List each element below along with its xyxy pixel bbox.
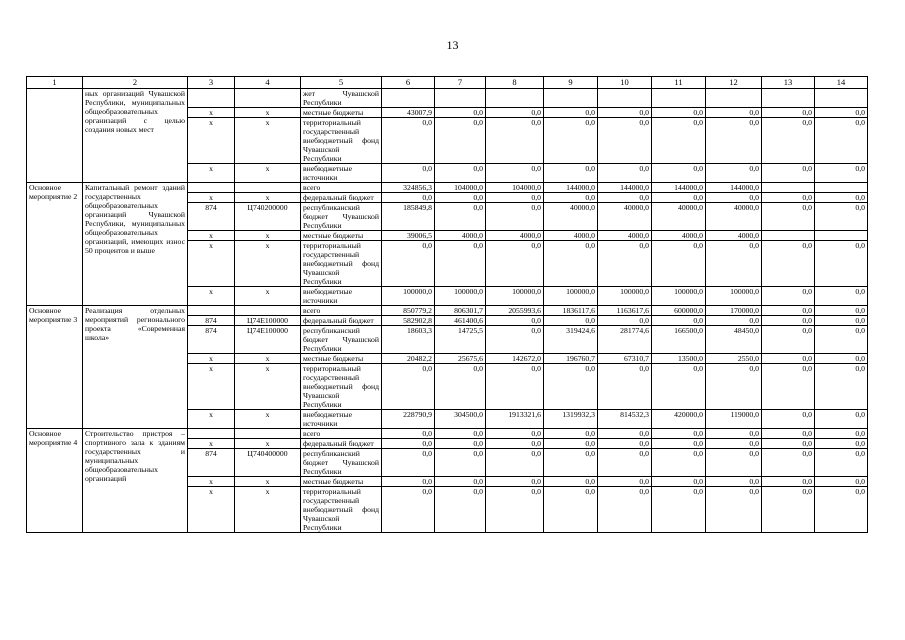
value-cell: 185849,8 bbox=[382, 203, 435, 231]
budget-code-cell: x bbox=[235, 193, 301, 203]
value-cell: 0,0 bbox=[762, 193, 815, 203]
value-cell bbox=[815, 183, 868, 193]
value-cell: 0,0 bbox=[815, 326, 868, 354]
value-cell: 100000,0 bbox=[706, 287, 762, 306]
value-cell: 0,0 bbox=[435, 241, 486, 287]
admin-code-cell: x bbox=[188, 354, 235, 364]
value-cell bbox=[762, 89, 815, 108]
value-cell: 0,0 bbox=[382, 118, 435, 164]
value-cell: 0,0 bbox=[706, 108, 762, 118]
funding-source-cell: всего bbox=[301, 183, 382, 193]
budget-code-cell bbox=[235, 89, 301, 108]
value-cell: 0,0 bbox=[815, 477, 868, 487]
admin-code-cell: x bbox=[188, 193, 235, 203]
value-cell: 0,0 bbox=[382, 193, 435, 203]
value-cell: 40000,0 bbox=[598, 203, 652, 231]
value-cell: 0,0 bbox=[544, 439, 598, 449]
column-number: 1 bbox=[27, 77, 83, 89]
admin-code-cell bbox=[188, 306, 235, 316]
funding-source-cell: местные бюджеты bbox=[301, 108, 382, 118]
value-cell: 0,0 bbox=[598, 118, 652, 164]
budget-code-cell bbox=[235, 429, 301, 439]
value-cell: 0,0 bbox=[435, 203, 486, 231]
value-cell: 324856,3 bbox=[382, 183, 435, 193]
funding-source-cell: республиканский бюджет Чувашской Республики bbox=[301, 326, 382, 354]
value-cell: 0,0 bbox=[762, 164, 815, 183]
value-cell: 2550,0 bbox=[706, 354, 762, 364]
value-cell: 20482,2 bbox=[382, 354, 435, 364]
value-cell: 67310,7 bbox=[598, 354, 652, 364]
value-cell: 0,0 bbox=[435, 429, 486, 439]
value-cell: 0,0 bbox=[544, 364, 598, 410]
value-cell: 0,0 bbox=[706, 193, 762, 203]
value-cell: 1163617,6 bbox=[598, 306, 652, 316]
value-cell: 40000,0 bbox=[544, 203, 598, 231]
column-number: 13 bbox=[762, 77, 815, 89]
value-cell: 0,0 bbox=[762, 439, 815, 449]
column-number: 12 bbox=[706, 77, 762, 89]
value-cell: 228790,9 bbox=[382, 410, 435, 429]
value-cell: 1319932,3 bbox=[544, 410, 598, 429]
value-cell bbox=[652, 89, 706, 108]
value-cell: 0,0 bbox=[486, 487, 544, 533]
value-cell: 0,0 bbox=[706, 449, 762, 477]
value-cell: 4000,0 bbox=[486, 231, 544, 241]
value-cell: 0,0 bbox=[598, 487, 652, 533]
value-cell: 144000,0 bbox=[652, 183, 706, 193]
budget-code-cell: x bbox=[235, 439, 301, 449]
event-title-cell: Реализация отдельных мероприятий регионального проекта «Современная школа» bbox=[83, 306, 188, 429]
value-cell: 850779,2 bbox=[382, 306, 435, 316]
value-cell: 0,0 bbox=[815, 241, 868, 287]
value-cell: 0,0 bbox=[762, 326, 815, 354]
column-number: 10 bbox=[598, 77, 652, 89]
value-cell: 0,0 bbox=[544, 429, 598, 439]
value-cell: 0,0 bbox=[544, 108, 598, 118]
value-cell: 4000,0 bbox=[435, 231, 486, 241]
value-cell: 0,0 bbox=[544, 164, 598, 183]
budget-code-cell: x bbox=[235, 487, 301, 533]
value-cell: 0,0 bbox=[815, 449, 868, 477]
value-cell: 0,0 bbox=[706, 364, 762, 410]
value-cell: 0,0 bbox=[652, 449, 706, 477]
value-cell: 100000,0 bbox=[652, 287, 706, 306]
event-cell: Основное мероприятие 2 bbox=[27, 183, 83, 306]
column-number: 9 bbox=[544, 77, 598, 89]
value-cell: 0,0 bbox=[382, 364, 435, 410]
value-cell: 0,0 bbox=[486, 439, 544, 449]
funding-source-cell: федеральный бюджет bbox=[301, 439, 382, 449]
value-cell: 0,0 bbox=[815, 108, 868, 118]
value-cell: 0,0 bbox=[815, 439, 868, 449]
value-cell: 0,0 bbox=[544, 477, 598, 487]
value-cell: 0,0 bbox=[652, 108, 706, 118]
budget-code-cell: x bbox=[235, 164, 301, 183]
value-cell: 104000,0 bbox=[486, 183, 544, 193]
column-number: 14 bbox=[815, 77, 868, 89]
value-cell: 0,0 bbox=[486, 108, 544, 118]
value-cell: 0,0 bbox=[762, 287, 815, 306]
value-cell: 0,0 bbox=[598, 316, 652, 326]
value-cell: 40000,0 bbox=[706, 203, 762, 231]
admin-code-cell: x bbox=[188, 164, 235, 183]
funding-source-cell: территориальный государственный внебюджетный фонд Чувашской Республики bbox=[301, 487, 382, 533]
value-cell: 0,0 bbox=[706, 164, 762, 183]
value-cell: 0,0 bbox=[706, 316, 762, 326]
funding-source-cell: всего bbox=[301, 306, 382, 316]
value-cell: 0,0 bbox=[382, 164, 435, 183]
value-cell: 0,0 bbox=[486, 364, 544, 410]
budget-code-cell: Ц74Е100000 bbox=[235, 326, 301, 354]
funding-source-cell: местные бюджеты bbox=[301, 477, 382, 487]
value-cell bbox=[544, 89, 598, 108]
value-cell: 0,0 bbox=[598, 108, 652, 118]
value-cell: 0,0 bbox=[762, 410, 815, 429]
event-cell bbox=[27, 89, 83, 183]
value-cell bbox=[762, 183, 815, 193]
admin-code-cell: 874 bbox=[188, 449, 235, 477]
budget-code-cell: x bbox=[235, 241, 301, 287]
funding-source-cell: местные бюджеты bbox=[301, 354, 382, 364]
value-cell: 144000,0 bbox=[706, 183, 762, 193]
value-cell: 0,0 bbox=[486, 203, 544, 231]
value-cell: 144000,0 bbox=[598, 183, 652, 193]
value-cell: 0,0 bbox=[652, 364, 706, 410]
event-cell: Основное мероприятие 4 bbox=[27, 429, 83, 533]
value-cell: 144000,0 bbox=[544, 183, 598, 193]
value-cell: 0,0 bbox=[652, 316, 706, 326]
value-cell: 166500,0 bbox=[652, 326, 706, 354]
admin-code-cell: x bbox=[188, 487, 235, 533]
value-cell: 0,0 bbox=[706, 118, 762, 164]
value-cell: 0,0 bbox=[435, 477, 486, 487]
column-number: 6 bbox=[382, 77, 435, 89]
value-cell: 0,0 bbox=[652, 118, 706, 164]
value-cell: 100000,0 bbox=[435, 287, 486, 306]
value-cell: 0,0 bbox=[706, 487, 762, 533]
value-cell: 0,0 bbox=[598, 164, 652, 183]
admin-code-cell bbox=[188, 89, 235, 108]
admin-code-cell: x bbox=[188, 241, 235, 287]
value-cell: 814532,3 bbox=[598, 410, 652, 429]
funding-source-cell: республиканский бюджет Чувашской Республики bbox=[301, 449, 382, 477]
value-cell: 0,0 bbox=[598, 241, 652, 287]
admin-code-cell: x bbox=[188, 410, 235, 429]
value-cell: 0,0 bbox=[486, 316, 544, 326]
value-cell: 0,0 bbox=[435, 108, 486, 118]
value-cell: 0,0 bbox=[382, 241, 435, 287]
value-cell: 170000,0 bbox=[706, 306, 762, 316]
budget-code-cell: x bbox=[235, 231, 301, 241]
value-cell: 0,0 bbox=[486, 449, 544, 477]
admin-code-cell: x bbox=[188, 231, 235, 241]
column-number: 4 bbox=[235, 77, 301, 89]
value-cell: 0,0 bbox=[762, 108, 815, 118]
value-cell: 0,0 bbox=[652, 429, 706, 439]
event-cell: Основное мероприятие 3 bbox=[27, 306, 83, 429]
budget-code-cell: x bbox=[235, 108, 301, 118]
value-cell: 0,0 bbox=[762, 449, 815, 477]
value-cell bbox=[815, 89, 868, 108]
value-cell: 0,0 bbox=[486, 429, 544, 439]
value-cell: 0,0 bbox=[652, 477, 706, 487]
value-cell: 0,0 bbox=[598, 439, 652, 449]
column-number: 8 bbox=[486, 77, 544, 89]
value-cell: 0,0 bbox=[544, 449, 598, 477]
value-cell: 0,0 bbox=[486, 326, 544, 354]
admin-code-cell bbox=[188, 429, 235, 439]
column-number: 2 bbox=[83, 77, 188, 89]
value-cell: 0,0 bbox=[486, 477, 544, 487]
value-cell: 304500,0 bbox=[435, 410, 486, 429]
value-cell: 600000,0 bbox=[652, 306, 706, 316]
value-cell: 0,0 bbox=[815, 287, 868, 306]
value-cell: 0,0 bbox=[815, 364, 868, 410]
value-cell: 806301,7 bbox=[435, 306, 486, 316]
value-cell: 0,0 bbox=[815, 316, 868, 326]
value-cell: 4000,0 bbox=[652, 231, 706, 241]
value-cell: 0,0 bbox=[762, 203, 815, 231]
budget-code-cell: Ц74Е100000 bbox=[235, 316, 301, 326]
budget-code-cell bbox=[235, 306, 301, 316]
budget-code-cell: x bbox=[235, 477, 301, 487]
value-cell: 0,0 bbox=[762, 364, 815, 410]
table-row bbox=[27, 429, 868, 439]
value-cell: 0,0 bbox=[544, 241, 598, 287]
value-cell: 0,0 bbox=[815, 193, 868, 203]
value-cell: 0,0 bbox=[435, 118, 486, 164]
budget-code-cell bbox=[235, 183, 301, 193]
value-cell: 0,0 bbox=[435, 439, 486, 449]
value-cell: 0,0 bbox=[382, 487, 435, 533]
value-cell: 0,0 bbox=[815, 164, 868, 183]
value-cell: 25675,6 bbox=[435, 354, 486, 364]
value-cell: 48450,0 bbox=[706, 326, 762, 354]
value-cell: 0,0 bbox=[652, 164, 706, 183]
value-cell: 100000,0 bbox=[382, 287, 435, 306]
value-cell: 142672,0 bbox=[486, 354, 544, 364]
value-cell: 2055993,6 bbox=[486, 306, 544, 316]
funding-source-cell: всего bbox=[301, 429, 382, 439]
value-cell: 18603,3 bbox=[382, 326, 435, 354]
value-cell: 0,0 bbox=[382, 477, 435, 487]
value-cell: 43007,9 bbox=[382, 108, 435, 118]
value-cell: 13500,0 bbox=[652, 354, 706, 364]
value-cell bbox=[435, 89, 486, 108]
value-cell: 0,0 bbox=[486, 164, 544, 183]
value-cell: 0,0 bbox=[652, 241, 706, 287]
value-cell: 0,0 bbox=[815, 410, 868, 429]
column-number: 11 bbox=[652, 77, 706, 89]
value-cell: 0,0 bbox=[652, 487, 706, 533]
event-title-cell: Строительство пристроя – спортивного зала к зданиям государственных и муниципальных общеобразовательных организаций bbox=[83, 429, 188, 533]
column-number: 3 bbox=[188, 77, 235, 89]
value-cell: 0,0 bbox=[435, 164, 486, 183]
admin-code-cell: x bbox=[188, 118, 235, 164]
value-cell: 0,0 bbox=[598, 429, 652, 439]
value-cell: 0,0 bbox=[815, 306, 868, 316]
admin-code-cell: x bbox=[188, 108, 235, 118]
value-cell: 4000,0 bbox=[706, 231, 762, 241]
value-cell: 461400,6 bbox=[435, 316, 486, 326]
value-cell: 4000,0 bbox=[598, 231, 652, 241]
value-cell: 0,0 bbox=[762, 487, 815, 533]
value-cell: 4000,0 bbox=[544, 231, 598, 241]
value-cell: 0,0 bbox=[652, 193, 706, 203]
value-cell: 0,0 bbox=[652, 439, 706, 449]
value-cell: 40000,0 bbox=[652, 203, 706, 231]
admin-code-cell: x bbox=[188, 439, 235, 449]
admin-code-cell bbox=[188, 183, 235, 193]
value-cell: 0,0 bbox=[815, 429, 868, 439]
value-cell: 0,0 bbox=[435, 364, 486, 410]
value-cell: 0,0 bbox=[382, 429, 435, 439]
value-cell: 0,0 bbox=[382, 439, 435, 449]
value-cell: 0,0 bbox=[706, 241, 762, 287]
value-cell bbox=[382, 89, 435, 108]
value-cell: 0,0 bbox=[815, 354, 868, 364]
table-row bbox=[27, 306, 868, 316]
admin-code-cell: x bbox=[188, 364, 235, 410]
value-cell: 0,0 bbox=[598, 477, 652, 487]
value-cell: 0,0 bbox=[762, 241, 815, 287]
table-row bbox=[27, 183, 868, 193]
value-cell: 0,0 bbox=[435, 487, 486, 533]
page-number: 13 bbox=[446, 38, 459, 52]
funding-source-cell: территориальный государственный внебюджетный фонд Чувашской Республики bbox=[301, 364, 382, 410]
value-cell: 0,0 bbox=[762, 306, 815, 316]
value-cell: 0,0 bbox=[598, 364, 652, 410]
admin-code-cell: 874 bbox=[188, 326, 235, 354]
value-cell bbox=[762, 231, 815, 241]
value-cell: 319424,6 bbox=[544, 326, 598, 354]
funding-source-cell: местные бюджеты bbox=[301, 231, 382, 241]
admin-code-cell: 874 bbox=[188, 316, 235, 326]
value-cell: 0,0 bbox=[544, 316, 598, 326]
value-cell: 0,0 bbox=[815, 487, 868, 533]
value-cell: 0,0 bbox=[486, 241, 544, 287]
value-cell: 0,0 bbox=[706, 429, 762, 439]
value-cell: 0,0 bbox=[762, 429, 815, 439]
budget-table bbox=[26, 76, 868, 533]
value-cell: 420000,0 bbox=[652, 410, 706, 429]
value-cell bbox=[706, 89, 762, 108]
funding-source-cell: внебюджетные источники bbox=[301, 164, 382, 183]
value-cell: 1836117,6 bbox=[544, 306, 598, 316]
budget-code-cell: x bbox=[235, 410, 301, 429]
funding-source-cell: федеральный бюджет bbox=[301, 193, 382, 203]
value-cell: 0,0 bbox=[486, 118, 544, 164]
value-cell: 0,0 bbox=[762, 118, 815, 164]
budget-code-cell: x bbox=[235, 118, 301, 164]
value-cell: 0,0 bbox=[815, 118, 868, 164]
value-cell: 100000,0 bbox=[598, 287, 652, 306]
value-cell: 582902,8 bbox=[382, 316, 435, 326]
value-cell: 0,0 bbox=[815, 203, 868, 231]
table-row bbox=[27, 89, 868, 108]
value-cell: 0,0 bbox=[598, 193, 652, 203]
value-cell: 104000,0 bbox=[435, 183, 486, 193]
value-cell: 281774,6 bbox=[598, 326, 652, 354]
value-cell bbox=[815, 231, 868, 241]
funding-source-cell: республиканский бюджет Чувашской Республики bbox=[301, 203, 382, 231]
event-title-cell: ных организаций Чувашской Республики, муниципальных общеобразовательных организаций с целью создания новых мест bbox=[83, 89, 188, 183]
funding-source-cell: внебюджетные источники bbox=[301, 287, 382, 306]
value-cell: 0,0 bbox=[598, 449, 652, 477]
value-cell: 0,0 bbox=[544, 193, 598, 203]
funding-source-cell: жет Чувашской Республики bbox=[301, 89, 382, 108]
value-cell: 100000,0 bbox=[544, 287, 598, 306]
column-number-row bbox=[27, 77, 868, 89]
column-number: 7 bbox=[435, 77, 486, 89]
budget-code-cell: x bbox=[235, 287, 301, 306]
funding-source-cell: территориальный государственный внебюджетный фонд Чувашской Республики bbox=[301, 118, 382, 164]
value-cell: 196760,7 bbox=[544, 354, 598, 364]
column-number: 5 bbox=[301, 77, 382, 89]
value-cell: 14725,5 bbox=[435, 326, 486, 354]
funding-source-cell: территориальный государственный внебюджетный фонд Чувашской Республики bbox=[301, 241, 382, 287]
value-cell: 0,0 bbox=[382, 449, 435, 477]
admin-code-cell: 874 bbox=[188, 203, 235, 231]
event-title-cell: Капитальный ремонт зданий государственных общеобразовательных организаций Чувашской Республики, муниципальных общеобразовательных организаций, имеющих износ 50 процентов и выше bbox=[83, 183, 188, 306]
budget-code-cell: Ц740400000 bbox=[235, 449, 301, 477]
value-cell: 0,0 bbox=[762, 477, 815, 487]
value-cell: 0,0 bbox=[762, 354, 815, 364]
value-cell bbox=[598, 89, 652, 108]
value-cell: 0,0 bbox=[706, 477, 762, 487]
value-cell: 0,0 bbox=[544, 487, 598, 533]
value-cell: 0,0 bbox=[435, 449, 486, 477]
value-cell: 0,0 bbox=[435, 193, 486, 203]
admin-code-cell: x bbox=[188, 287, 235, 306]
budget-code-cell: Ц740200000 bbox=[235, 203, 301, 231]
value-cell: 39006,5 bbox=[382, 231, 435, 241]
value-cell bbox=[486, 89, 544, 108]
table-body bbox=[27, 77, 868, 533]
value-cell: 0,0 bbox=[486, 193, 544, 203]
value-cell: 1913321,6 bbox=[486, 410, 544, 429]
funding-source-cell: внебюджетные источники bbox=[301, 410, 382, 429]
value-cell: 119000,0 bbox=[706, 410, 762, 429]
value-cell: 100000,0 bbox=[486, 287, 544, 306]
budget-code-cell: x bbox=[235, 354, 301, 364]
value-cell: 0,0 bbox=[762, 316, 815, 326]
admin-code-cell: x bbox=[188, 477, 235, 487]
value-cell: 0,0 bbox=[544, 118, 598, 164]
budget-code-cell: x bbox=[235, 364, 301, 410]
value-cell: 0,0 bbox=[706, 439, 762, 449]
funding-source-cell: федеральный бюджет bbox=[301, 316, 382, 326]
